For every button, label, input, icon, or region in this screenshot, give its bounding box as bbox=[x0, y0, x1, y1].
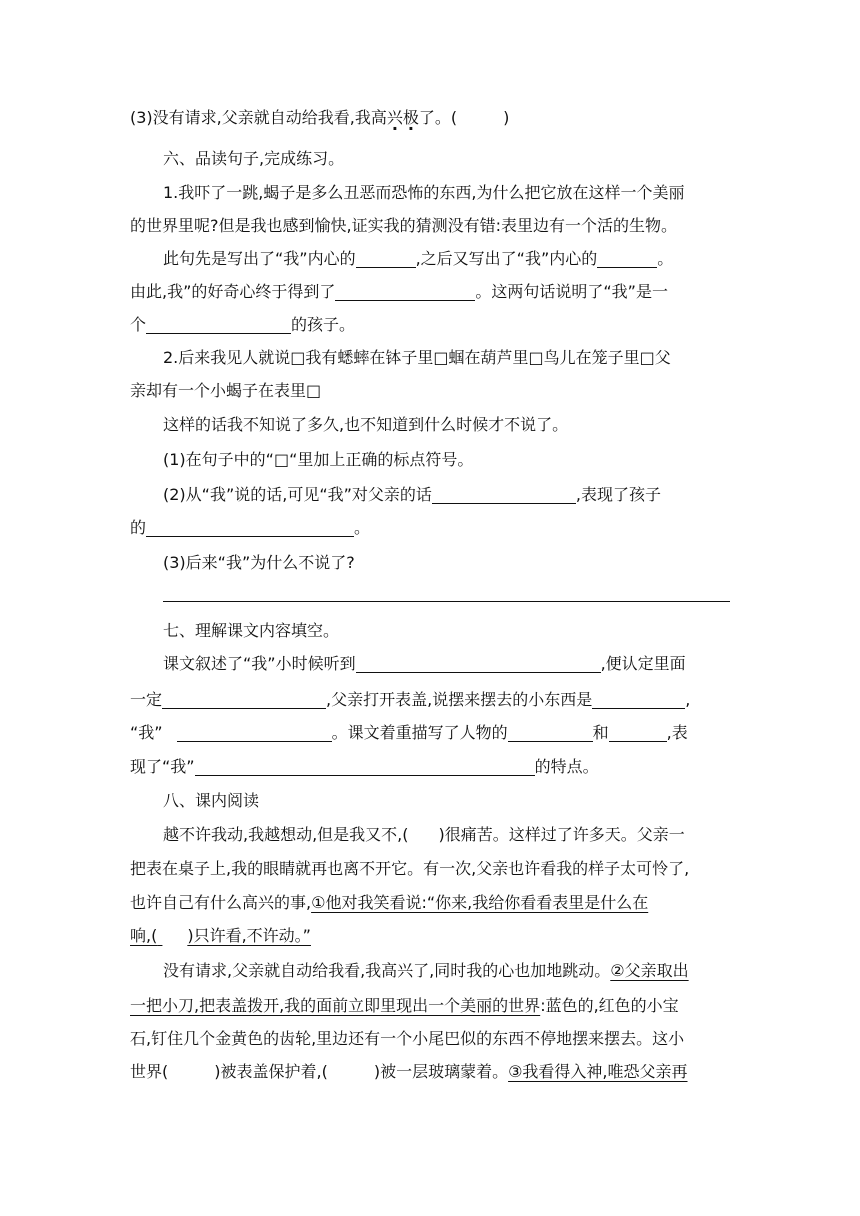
answer-blank[interactable] bbox=[592, 692, 685, 709]
sub-question-2-cont bbox=[130, 517, 730, 539]
answer-blank[interactable] bbox=[195, 759, 535, 776]
answer-line[interactable] bbox=[163, 601, 730, 602]
bracket-close: ) bbox=[503, 108, 510, 127]
text: :蓝色的,红色的小宝 bbox=[540, 996, 679, 1015]
text: 。这两句话说明了“我”是一 bbox=[475, 282, 668, 301]
fill-line bbox=[130, 722, 730, 744]
text: (2)从“我”说的话,可见“我”对父亲的话 bbox=[163, 485, 432, 504]
text: 一定 bbox=[130, 690, 163, 709]
reading-line: 石,钉住几个金黄色的齿轮,里边还有一个小尾巴似的东西不停地摆来摆去。这小 bbox=[130, 1029, 685, 1048]
section-8-heading: 八、课内阅读 bbox=[163, 791, 260, 810]
answer-blank[interactable] bbox=[146, 317, 291, 334]
text: 的特点。 bbox=[534, 757, 599, 776]
underlined-sentence-2: ②父亲取出 bbox=[610, 961, 689, 980]
text: 越不许我动,我越想动,但是我又不,( bbox=[163, 825, 409, 844]
reading-line bbox=[130, 1061, 730, 1083]
text: 课文叙述了“我”小时候听到 bbox=[163, 654, 356, 673]
underlined-sentence-1: 响,( bbox=[130, 926, 158, 945]
text: 由此,我”的好奇心终于得到了 bbox=[130, 282, 336, 301]
fill-line bbox=[130, 756, 730, 778]
text: 和 bbox=[592, 723, 609, 742]
text: 也许自己有什么高兴的事, bbox=[130, 893, 312, 912]
text: ,表现了孩子 bbox=[575, 485, 662, 504]
text: 的孩子。 bbox=[291, 315, 356, 334]
text: 。 bbox=[657, 249, 674, 268]
reading-line bbox=[130, 925, 730, 947]
text: 的 bbox=[130, 518, 147, 537]
passage-1-line-2: 的世界里呢?但是我也感到愉快,证实我的猜测没有错:表里边有一个活的生物。 bbox=[130, 216, 677, 235]
text: 。 bbox=[354, 518, 371, 537]
underlined-sentence-1: ①他对我笑看说:“你来,我给你看看表里是什么在 bbox=[311, 893, 649, 912]
answer-blank[interactable] bbox=[609, 725, 667, 742]
fill-line bbox=[163, 653, 730, 675]
section-7-heading: 七、理解课文内容填空。 bbox=[163, 621, 340, 640]
text: ,便认定里面 bbox=[600, 654, 686, 673]
text: ,父亲打开表盖,说摆来摆去的小东西是 bbox=[326, 690, 593, 709]
question-text: 了。( bbox=[418, 108, 458, 127]
answer-blank[interactable] bbox=[162, 692, 326, 709]
sub-question-1: (1)在句子中的“□“里加上正确的标点符号。 bbox=[163, 450, 474, 469]
passage-2-line-3: 这样的话我不知说了多久,也不知道到什么时候才不说了。 bbox=[163, 415, 569, 434]
question-text: (3)没有请求,父亲就自动给我看,我高 bbox=[130, 108, 387, 127]
sub-question-3: (3)后来“我”为什么不说了? bbox=[163, 553, 355, 572]
reading-line bbox=[130, 892, 730, 914]
reading-line bbox=[163, 824, 730, 846]
answer-blank[interactable] bbox=[432, 487, 576, 504]
text: 。课文着重描写了人物的 bbox=[331, 723, 508, 742]
text: 此句先是写出了“我”内心的 bbox=[163, 249, 356, 268]
reading-line: 把表在桌子上,我的眼睛就再也离不开它。有一次,父亲也许看我的样子太可怜了, bbox=[130, 859, 690, 878]
text: )被表盖保护着,( bbox=[214, 1062, 328, 1081]
text: “我” bbox=[130, 723, 163, 742]
section-6-heading: 六、品读句子,完成练习。 bbox=[163, 149, 345, 168]
dotted-char: 兴 bbox=[386, 108, 403, 127]
underlined-sentence-1: )只许看,不许动。” bbox=[187, 926, 311, 945]
passage-2-line-1: 2.后来我见人就说□我有蟋蟀在钵子里□蝈在葫芦里□鸟儿在笼子里□父 bbox=[163, 348, 671, 367]
text: ,表 bbox=[666, 723, 688, 742]
fill-line bbox=[130, 281, 730, 303]
text: ,之后又写出了“我”内心的 bbox=[415, 249, 598, 268]
underlined-sentence-2: 一把小刀,把表盖拨开,我的面前立即里现出一个美丽的世界 bbox=[130, 996, 541, 1015]
text: , bbox=[685, 690, 691, 709]
text: )很痛苦。这样过了许多天。父亲一 bbox=[438, 825, 685, 844]
text: )被一层玻璃蒙着。 bbox=[373, 1062, 509, 1081]
dotted-char: 极 bbox=[402, 108, 419, 127]
answer-blank[interactable] bbox=[177, 725, 332, 742]
reading-line bbox=[130, 995, 730, 1017]
fill-line bbox=[130, 689, 730, 711]
underlined-sentence-3: ③我看得入神,唯恐父亲再 bbox=[508, 1062, 688, 1081]
question-3-line bbox=[130, 107, 730, 129]
text: 没有请求,父亲就自动给我看,我高兴了,同时我的心也加地跳动。 bbox=[163, 961, 611, 980]
sub-question-2 bbox=[163, 484, 730, 506]
answer-blank[interactable] bbox=[508, 725, 593, 742]
text: 现了“我” bbox=[130, 757, 195, 776]
fill-line bbox=[130, 314, 730, 336]
text: 个 bbox=[130, 315, 147, 334]
reading-line bbox=[163, 960, 730, 982]
answer-bracket-space[interactable] bbox=[157, 925, 187, 947]
text: 世界( bbox=[130, 1062, 169, 1081]
answer-blank[interactable] bbox=[597, 251, 657, 268]
answer-blank[interactable] bbox=[356, 251, 416, 268]
answer-blank[interactable] bbox=[335, 284, 475, 301]
answer-blank[interactable] bbox=[146, 520, 354, 537]
answer-blank[interactable] bbox=[356, 656, 601, 673]
passage-2-line-2: 亲却有一个小蝎子在表里□ bbox=[130, 381, 322, 400]
fill-line bbox=[163, 248, 730, 270]
passage-1-line-1: 1.我吓了一跳,蝎子是多么丑恶而恐怖的东西,为什么把它放在这样一个美丽 bbox=[163, 183, 685, 202]
